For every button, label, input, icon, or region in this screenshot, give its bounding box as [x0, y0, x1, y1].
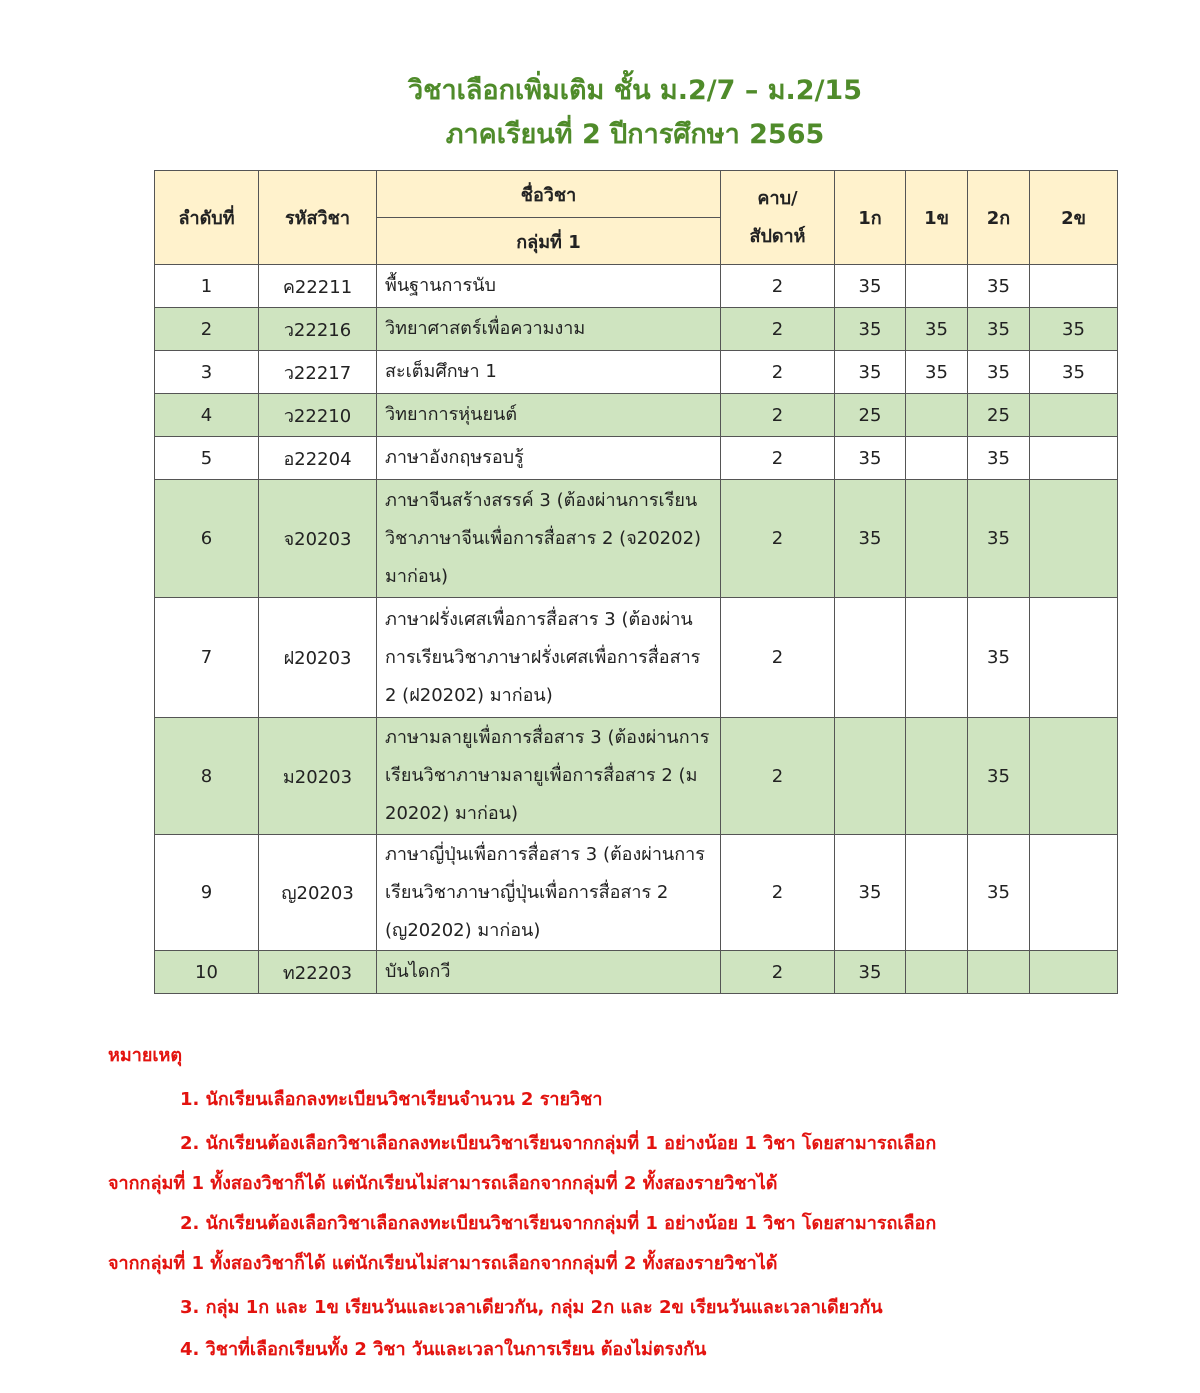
cell-group-2a: 35 [968, 480, 1030, 598]
header-hours-line-2: สัปดาห์ [749, 225, 806, 247]
cell-name [377, 437, 721, 480]
cell-group-1b [906, 598, 968, 718]
cell-group-1b [906, 265, 968, 308]
page-title-line-1: วิชาเลือกเพิ่มเติม ชั้น ม.2/7 – ม.2/15 [407, 75, 863, 106]
table-row [155, 308, 1118, 351]
cell-code: จ20203 [259, 480, 377, 598]
course-name-line: 20202) มาก่อน) [385, 803, 519, 824]
course-name-line: วิทยาการหุ่นยนต์ [385, 404, 518, 425]
note-line: 2. นักเรียนต้องเลือกวิชาเลือกลงทะเบียนวิชาเรียนจากกลุ่มที่ 1 อย่างน้อย 1 วิชา โดยสามารถเลือก [180, 1133, 937, 1154]
cell-name [377, 835, 721, 951]
cell-code: อ22204 [259, 437, 377, 480]
cell-hours: 2 [721, 835, 835, 951]
cell-name [377, 480, 721, 598]
cell-group-1b [906, 480, 968, 598]
cell-group-2b [1030, 598, 1118, 718]
cell-name [377, 351, 721, 394]
course-name-line: สะเต็มศึกษา 1 [385, 361, 497, 382]
course-name-line: เรียนวิชาภาษาญี่ปุ่นเพื่อการสื่อสาร 2 [385, 881, 669, 903]
cell-group-1b: 35 [906, 351, 968, 394]
cell-name [377, 394, 721, 437]
cell-group-1a: 35 [835, 480, 906, 598]
cell-name [377, 951, 721, 994]
table-row [155, 265, 1118, 308]
cell-group-2b [1030, 718, 1118, 835]
cell-group-1b [906, 394, 968, 437]
cell-code: ค22211 [259, 265, 377, 308]
cell-hours: 2 [721, 951, 835, 994]
header-group-2b: 2ข [1030, 171, 1118, 265]
note-line: 3. กลุ่ม 1ก และ 1ข เรียนวันและเวลาเดียวกัน, กลุ่ม 2ก และ 2ข เรียนวันและเวลาเดียวกัน [180, 1297, 883, 1318]
cell-no: 8 [155, 718, 259, 835]
cell-no: 10 [155, 951, 259, 994]
table-row [155, 437, 1118, 480]
cell-group-1a [835, 598, 906, 718]
cell-group-1b [906, 835, 968, 951]
cell-group-1a: 35 [835, 351, 906, 394]
cell-name [377, 265, 721, 308]
cell-no: 5 [155, 437, 259, 480]
notes-heading: หมายเหตุ [108, 1045, 183, 1066]
course-name-line: ภาษาญี่ปุ่นเพื่อการสื่อสาร 3 (ต้องผ่านการ [385, 843, 705, 865]
cell-no: 6 [155, 480, 259, 598]
cell-no: 9 [155, 835, 259, 951]
cell-code: ท22203 [259, 951, 377, 994]
cell-hours: 2 [721, 598, 835, 718]
cell-group-2a: 35 [968, 718, 1030, 835]
cell-group-2a: 35 [968, 437, 1030, 480]
cell-group-2b [1030, 437, 1118, 480]
cell-hours: 2 [721, 718, 835, 835]
course-name-line: พื้นฐานการนับ [385, 275, 496, 296]
course-name-line: 2 (ฝ20202) มาก่อน) [385, 684, 553, 706]
table-header [155, 171, 1118, 265]
table-row [155, 598, 1118, 718]
course-table [154, 170, 1118, 994]
cell-no: 3 [155, 351, 259, 394]
cell-name [377, 308, 721, 351]
cell-group-1a: 35 [835, 308, 906, 351]
header-group-2a: 2ก [968, 171, 1030, 265]
cell-name [377, 598, 721, 718]
table-body [155, 265, 1118, 994]
header-no: ลำดับที่ [155, 171, 259, 265]
cell-no: 1 [155, 265, 259, 308]
cell-group-2a: 25 [968, 394, 1030, 437]
cell-no: 4 [155, 394, 259, 437]
cell-hours: 2 [721, 480, 835, 598]
cell-group-1a: 35 [835, 951, 906, 994]
cell-hours: 2 [721, 351, 835, 394]
course-name-line: ภาษาจีนสร้างสรรค์ 3 (ต้องผ่านการเรียน [385, 489, 698, 511]
cell-code: ว22216 [259, 308, 377, 351]
cell-group-2a: 35 [968, 835, 1030, 951]
cell-name [377, 718, 721, 835]
cell-group-1a: 25 [835, 394, 906, 437]
table-row [155, 718, 1118, 835]
header-group-1a: 1ก [835, 171, 906, 265]
cell-group-2b: 35 [1030, 308, 1118, 351]
cell-code: ม20203 [259, 718, 377, 835]
cell-group-1b [906, 437, 968, 480]
cell-code: ว22217 [259, 351, 377, 394]
cell-group-2a: 35 [968, 265, 1030, 308]
cell-hours: 2 [721, 265, 835, 308]
table-row [155, 480, 1118, 598]
cell-group-1a: 35 [835, 437, 906, 480]
cell-no: 2 [155, 308, 259, 351]
table-row [155, 351, 1118, 394]
course-name-line: วิทยาศาสตร์เพื่อความงาม [385, 318, 586, 339]
table-row [155, 394, 1118, 437]
note-line: จากกลุ่มที่ 1 ทั้งสองวิชาก็ได้ แต่นักเรียนไม่สามารถเลือกจากกลุ่มที่ 2 ทั้งสองรายวิชาได้ [108, 1253, 778, 1274]
table-row [155, 835, 1118, 951]
course-name-line: ภาษาฝรั่งเศสเพื่อการสื่อสาร 3 (ต้องผ่าน [385, 608, 693, 630]
cell-group-2b: 35 [1030, 351, 1118, 394]
cell-group-1a: 35 [835, 835, 906, 951]
cell-group-2b [1030, 265, 1118, 308]
table-row [155, 951, 1118, 994]
cell-group-1a [835, 718, 906, 835]
course-name-line: (ญ20202) มาก่อน) [385, 919, 541, 941]
note-line: จากกลุ่มที่ 1 ทั้งสองวิชาก็ได้ แต่นักเรียนไม่สามารถเลือกจากกลุ่มที่ 2 ทั้งสองรายวิชาได้ [108, 1173, 778, 1194]
cell-group-2b [1030, 480, 1118, 598]
cell-group-1a: 35 [835, 265, 906, 308]
cell-hours: 2 [721, 308, 835, 351]
course-name-line: เรียนวิชาภาษามลายูเพื่อการสื่อสาร 2 (ม [385, 765, 698, 786]
course-name-line: การเรียนวิชาภาษาฝรั่งเศสเพื่อการสื่อสาร [385, 646, 701, 668]
cell-hours: 2 [721, 437, 835, 480]
course-name-line: วิชาภาษาจีนเพื่อการสื่อสาร 2 (จ20202) [385, 527, 702, 549]
cell-group-2b [1030, 394, 1118, 437]
course-name-line: มาก่อน) [385, 565, 449, 587]
cell-code: ว22210 [259, 394, 377, 437]
course-name-line: ภาษามลายูเพื่อการสื่อสาร 3 (ต้องผ่านการ [385, 727, 710, 748]
header-name: ชื่อวิชา [377, 171, 721, 218]
cell-group-2b [1030, 835, 1118, 951]
cell-code: ฝ20203 [259, 598, 377, 718]
header-code: รหัสวิชา [259, 171, 377, 265]
note-line: 2. นักเรียนต้องเลือกวิชาเลือกลงทะเบียนวิชาเรียนจากกลุ่มที่ 1 อย่างน้อย 1 วิชา โดยสามารถเลือก [180, 1213, 937, 1234]
cell-group-1b: 35 [906, 308, 968, 351]
header-group-1b: 1ข [906, 171, 968, 265]
course-name-line: บันไดกวี [385, 961, 451, 982]
cell-group-2a: 35 [968, 598, 1030, 718]
cell-group-2a: 35 [968, 351, 1030, 394]
note-line: 4. วิชาที่เลือกเรียนทั้ง 2 วิชา วันและเวลาในการเรียน ต้องไม่ตรงกัน [180, 1339, 707, 1360]
cell-code: ญ20203 [259, 835, 377, 951]
cell-group-2a [968, 951, 1030, 994]
header-group: กลุ่มที่ 1 [377, 218, 721, 265]
header-hours-line-1: คาบ/ [757, 187, 798, 209]
header-hours [721, 171, 835, 265]
page-title-line-2: ภาคเรียนที่ 2 ปีการศึกษา 2565 [445, 119, 825, 150]
cell-group-2a: 35 [968, 308, 1030, 351]
course-name-line: ภาษาอังกฤษรอบรู้ [385, 447, 524, 468]
cell-hours: 2 [721, 394, 835, 437]
note-line: 1. นักเรียนเลือกลงทะเบียนวิชาเรียนจำนวน 2 รายวิชา [180, 1089, 603, 1110]
cell-group-1b [906, 718, 968, 835]
cell-no: 7 [155, 598, 259, 718]
cell-group-1b [906, 951, 968, 994]
cell-group-2b [1030, 951, 1118, 994]
